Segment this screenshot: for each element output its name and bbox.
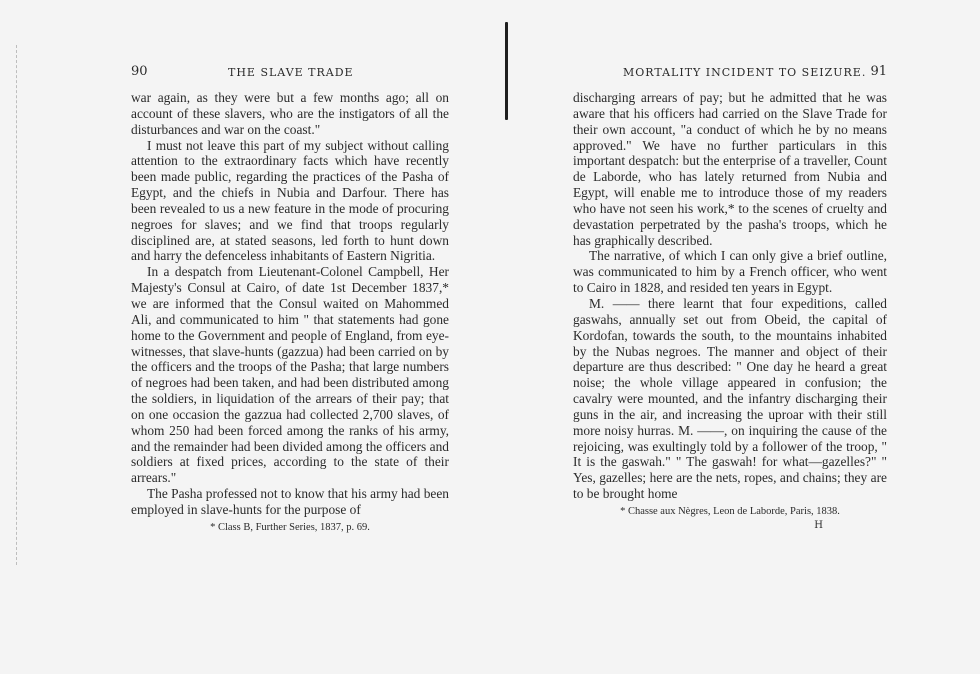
right-running-head xyxy=(573,64,887,84)
right-page-number: 91 xyxy=(870,64,887,79)
signature-mark: H xyxy=(814,519,823,531)
left-footnote: * Class B, Further Series, 1837, p. 69. xyxy=(210,521,370,533)
left-paragraph-3: In a despatch from Lieutenant-Colonel Campbell, Her Majesty's Consul at Cairo, of date 1st December 1837,* we are informed that the Consul waited on Mahommed Ali, and communicated to him " that statements had gone home to the Government and people of England, from eye-witnesses, that slave-hunts (gazzua) had been carried on by the officers and the troops of the Pasha; that large numbers of negroes had been taken, and had been distributed among the soldiers, in liquidation of the arrears of their pay; that on one occasion the gazzua had collected 2,700 slaves, of whom 250 had been forced among the ranks of his army, and the remainder had been divided among the officers and soldiers at fixed prices, according to the state of their arrears." xyxy=(131,264,449,486)
scan-edge-marks xyxy=(16,45,27,565)
right-paragraph-3: M. —— there learnt that four expeditions, called gaswahs, annually set out from Obeid, the capital of Kordofan, towards the south, to the mountains inhabited by the Nubas negroes. The manner and object of their departure are thus described: " One day he heard a great noise; the whole village appeared in confusion; the cavalry were mounted, and the infantry discharging their guns in the air, and increasing the uproar with their still more noisy hurras. M. ——, on inquiring the cause of the rejoicing, was exultingly told by a follower of the troop, " It is the gaswah." " The gaswah! for what—gazelles?" " Yes, gazelles; here are the nets, ropes, and chains; they are to be brought home xyxy=(573,295,887,502)
left-paragraph-1: war again, as they were but a few months ago; all on account of these slavers, who are the instigators of all the disturbances and war on the coast." xyxy=(131,90,449,137)
right-head-title: MORTALITY INCIDENT TO SEIZURE. xyxy=(623,66,867,79)
left-page xyxy=(131,64,449,534)
left-head-title: THE SLAVE TRADE xyxy=(228,66,354,79)
right-body-text xyxy=(573,90,887,502)
left-body-text xyxy=(131,90,449,518)
right-footnote: * Chasse aux Nègres, Leon de Laborde, Paris, 1838. xyxy=(620,505,840,517)
book-gutter xyxy=(505,22,508,120)
left-running-head xyxy=(131,64,449,84)
right-paragraph-2: The narrative, of which I can only give a brief outline, was communicated to him by a French officer, who went to Cairo in 1828, and resided ten years in Egypt. xyxy=(573,248,887,296)
right-page xyxy=(573,64,887,531)
left-paragraph-2: I must not leave this part of my subject without calling attention to the extraordinary facts which have recently been made public, regarding the practices of the Pasha of Egypt, and the chiefs in Nubia and Darfour. There has been revealed to us a new feature in the mode of procuring negroes for slaves; and we find that troops regularly disciplined are, at stated seasons, led forth to hunt down and harry the defenceless inhabitants of Eastern Nigritia. xyxy=(131,137,449,264)
right-paragraph-1: discharging arrears of pay; but he admitted that he was aware that his officers had carried on the Slave Trade for their own account, "a conduct of which he by no means approved." We have no further particulars in this important despatch: but the enterprise of a traveller, Count de Laborde, who has lately returned from Nubia and Egypt, will enable me to introduce those of my readers who have not seen his work,* to the scenes of cruelty and devastation perpetrated by the pasha's troops, which he has graphically described. xyxy=(573,90,887,248)
left-page-number: 90 xyxy=(131,64,148,79)
left-paragraph-4: The Pasha professed not to know that his army had been employed in slave-hunts for the purpose of xyxy=(131,486,449,517)
